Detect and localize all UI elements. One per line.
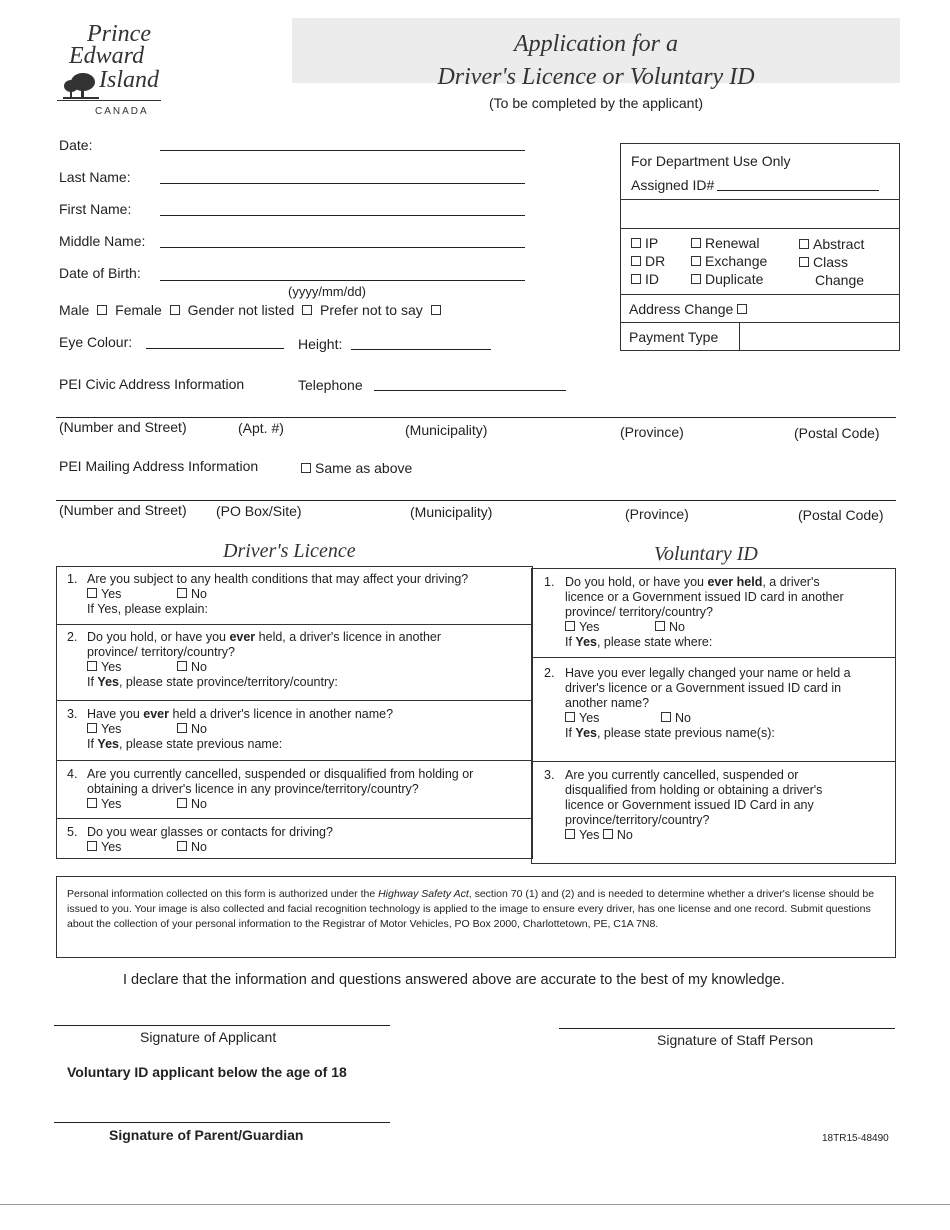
- prefer-not-checkbox[interactable]: [431, 305, 441, 315]
- divider: [621, 322, 899, 323]
- height-field[interactable]: [351, 349, 491, 350]
- exchange-checkbox: [691, 256, 701, 266]
- option-duplicate: Duplicate: [691, 271, 763, 287]
- explain-prompt: If Yes, please state previous name:: [87, 737, 283, 751]
- no-checkbox[interactable]: [603, 829, 613, 839]
- height-label: Height:: [298, 336, 343, 352]
- divider: [621, 228, 899, 229]
- option-ip: IP: [631, 235, 658, 251]
- tree-icon: [61, 72, 101, 100]
- no-checkbox[interactable]: [177, 798, 187, 808]
- explain-prompt: If Yes, please state province/territory/country:: [87, 675, 338, 689]
- voluntary-id-heading: Voluntary ID: [654, 543, 758, 565]
- prefer-not-label: Prefer not to say: [320, 302, 423, 318]
- declaration-text: I declare that the information and questions answered above are accurate to the best of my knowledge.: [123, 972, 785, 988]
- question-text-cont: driver's licence or a Government issued ID card in: [565, 681, 842, 695]
- no-checkbox[interactable]: [661, 712, 671, 722]
- question-text-cont: province/territory/country?: [565, 813, 710, 827]
- minor-applicant-note: Voluntary ID applicant below the age of 18: [67, 1064, 347, 1080]
- id-checkbox: [631, 274, 641, 284]
- question-text: Have you ever legally changed your name or held a: [565, 666, 851, 680]
- gender-not-listed-checkbox[interactable]: [302, 305, 312, 315]
- form-title-line1: Application for a: [514, 31, 678, 57]
- date-label: Date:: [59, 137, 93, 153]
- no-checkbox[interactable]: [655, 621, 665, 631]
- same-as-above-checkbox[interactable]: [301, 463, 311, 473]
- mailing-address-line[interactable]: [56, 500, 896, 501]
- last-name-field[interactable]: [160, 183, 525, 184]
- yes-no-row: Yes No: [87, 722, 393, 737]
- question-text: Do you hold, or have you ever held, a driver's licence in another: [87, 630, 442, 644]
- applicant-signature-label: Signature of Applicant: [140, 1029, 277, 1045]
- civic-number-street-label: (Number and Street): [59, 419, 187, 435]
- option-exchange: Exchange: [691, 253, 767, 269]
- mailing-municipality-label: (Municipality): [410, 504, 493, 520]
- mailing-province-label: (Province): [625, 506, 689, 522]
- yes-checkbox[interactable]: [87, 723, 97, 733]
- option-dr: DR: [631, 253, 665, 269]
- civic-province-label: (Province): [620, 424, 684, 440]
- class-change-checkbox: [799, 257, 809, 267]
- eye-colour-field[interactable]: [146, 348, 284, 349]
- last-name-label: Last Name:: [59, 169, 131, 185]
- question-text-cont: obtaining a driver's licence in any province/territory/country?: [87, 782, 419, 796]
- assigned-id-field: [717, 190, 879, 191]
- duplicate-checkbox: [691, 274, 701, 284]
- question-text: Are you currently cancelled, suspended or: [565, 768, 799, 782]
- question-number: 4.: [67, 767, 78, 781]
- question-number: 5.: [67, 825, 78, 839]
- dl-question-4: [57, 761, 532, 819]
- yes-no-row: Yes No: [565, 620, 844, 635]
- parent-signature-line[interactable]: [54, 1122, 390, 1123]
- question-text-cont: licence or a Government issued ID card in another: [565, 590, 844, 604]
- abstract-checkbox: [799, 239, 809, 249]
- question-text-cont: another name?: [565, 696, 650, 710]
- yes-checkbox[interactable]: [87, 798, 97, 808]
- female-checkbox[interactable]: [170, 305, 180, 315]
- telephone-field[interactable]: [374, 390, 566, 391]
- form-title-line2: Driver's Licence or Voluntary ID: [437, 64, 755, 90]
- yes-no-row: Yes No: [87, 840, 333, 855]
- renewal-checkbox: [691, 238, 701, 248]
- drivers-licence-questions: [56, 566, 533, 859]
- question-text: Are you subject to any health conditions that may affect your driving?: [87, 572, 469, 586]
- male-label: Male: [59, 302, 90, 318]
- middle-name-label: Middle Name:: [59, 233, 146, 249]
- yes-checkbox[interactable]: [565, 829, 575, 839]
- address-change-option: Address Change: [629, 301, 751, 317]
- divider: [621, 199, 899, 200]
- mailing-po-box-label: (PO Box/Site): [216, 503, 302, 519]
- middle-name-field[interactable]: [160, 247, 525, 248]
- yes-checkbox[interactable]: [87, 588, 97, 598]
- logo-country: CANADA: [95, 106, 149, 117]
- date-field[interactable]: [160, 150, 525, 151]
- civic-address-line[interactable]: [56, 417, 896, 418]
- form-code: 18TR15-48490: [822, 1133, 889, 1144]
- female-label: Female: [115, 302, 162, 318]
- question-text-cont: disqualified from holding or obtaining a driver's: [565, 783, 823, 797]
- dl-question-2: [57, 625, 532, 701]
- explain-prompt: If Yes, please state where:: [565, 635, 713, 649]
- class-change-line2: Change: [815, 272, 865, 288]
- question-text: Have you ever held a driver's licence in another name?: [87, 707, 394, 721]
- payment-type-divider: [739, 322, 740, 350]
- voluntary-id-questions: [531, 568, 896, 864]
- vid-question-2: [532, 658, 895, 762]
- no-checkbox[interactable]: [177, 661, 187, 671]
- staff-signature-line[interactable]: [559, 1028, 895, 1029]
- question-text-cont: province/ territory/country?: [565, 605, 713, 619]
- logo-word-island: Island: [99, 67, 159, 93]
- dr-checkbox: [631, 256, 641, 266]
- ip-checkbox: [631, 238, 641, 248]
- dob-label: Date of Birth:: [59, 265, 141, 281]
- question-number: 3.: [544, 768, 555, 782]
- question-number: 2.: [67, 630, 78, 644]
- logo-underline: [57, 100, 161, 101]
- mailing-postal-label: (Postal Code): [798, 507, 884, 523]
- option-class-change: Class: [799, 254, 848, 270]
- option-abstract: Abstract: [799, 236, 864, 252]
- department-heading: For Department Use Only: [631, 153, 791, 169]
- address-change-checkbox: [737, 304, 747, 314]
- question-text: Are you currently cancelled, suspended or disqualified from holding or: [87, 767, 474, 781]
- gender-not-listed-label: Gender not listed: [187, 302, 295, 318]
- dl-question-1: [57, 567, 532, 625]
- pei-logo: [55, 20, 190, 120]
- no-checkbox[interactable]: [177, 841, 187, 851]
- form-subtitle: (To be completed by the applicant): [488, 95, 703, 111]
- department-use-box: [620, 143, 900, 351]
- mailing-number-street-label: (Number and Street): [59, 502, 187, 518]
- explain-prompt: If Yes, please state previous name(s):: [565, 726, 775, 740]
- telephone-label: Telephone: [298, 377, 363, 393]
- payment-type-label: Payment Type: [629, 329, 719, 345]
- yes-checkbox[interactable]: [87, 841, 97, 851]
- civic-municipality-label: (Municipality): [405, 422, 488, 438]
- assigned-id-label: Assigned ID#: [631, 177, 715, 193]
- dl-question-3: [57, 701, 532, 761]
- explain-prompt: If Yes, please explain:: [87, 602, 208, 616]
- question-number: 1.: [67, 572, 78, 586]
- divider: [621, 294, 899, 295]
- drivers-licence-heading: Driver's Licence: [223, 540, 356, 562]
- same-as-above-option: Same as above: [301, 460, 412, 476]
- yes-no-row: Yes No: [87, 797, 473, 812]
- question-number: 3.: [67, 707, 78, 721]
- question-text-cont: province/ territory/country?: [87, 645, 235, 659]
- vid-question-3: [532, 762, 895, 864]
- no-checkbox[interactable]: [177, 588, 187, 598]
- question-number: 2.: [544, 666, 555, 680]
- parent-signature-label: Signature of Parent/Guardian: [109, 1127, 304, 1143]
- privacy-notice-text: Personal information collected on this form is authorized under the Highway Safety Act, section 70 (1) and (2) and is needed to determine whether a driver's license should be issued to you. Your image is also collected and facial recognition technology is applied to the image to ensure every driver, has one license and one record. Submit questions about the collection of your personal information to the Registrar of Motor Vehicles, PO Box 2000, Charlottetown, PE, C1A 7N8.: [67, 888, 875, 930]
- yes-no-row: Yes No: [565, 828, 822, 843]
- question-text-cont: licence or Government issued ID Card in any: [565, 798, 814, 812]
- first-name-label: First Name:: [59, 201, 132, 217]
- staff-signature-label: Signature of Staff Person: [657, 1032, 814, 1048]
- dob-format-hint: (yyyy/mm/dd): [288, 284, 366, 299]
- yes-checkbox[interactable]: [87, 661, 97, 671]
- vid-question-1: [532, 569, 895, 658]
- eye-colour-label: Eye Colour:: [59, 334, 133, 350]
- yes-no-row: Yes No: [87, 587, 468, 602]
- no-checkbox[interactable]: [177, 723, 187, 733]
- logo-word-prince: Prince: [87, 21, 151, 47]
- civic-postal-label: (Postal Code): [794, 425, 880, 441]
- civic-heading: PEI Civic Address Information: [59, 376, 245, 392]
- yes-checkbox[interactable]: [565, 712, 575, 722]
- applicant-signature-line[interactable]: [54, 1025, 390, 1026]
- privacy-notice-box: [56, 876, 896, 958]
- gender-row: [59, 302, 445, 318]
- logo-word-edward: Edward: [69, 43, 145, 69]
- dl-question-5: [57, 819, 532, 859]
- male-checkbox[interactable]: [97, 305, 107, 315]
- dob-field[interactable]: [160, 280, 525, 281]
- mailing-heading: PEI Mailing Address Information: [59, 458, 259, 474]
- yes-no-row: Yes No: [87, 660, 441, 675]
- question-text: Do you hold, or have you ever held, a driver's: [565, 575, 820, 589]
- option-id: ID: [631, 271, 659, 287]
- civic-apt-label: (Apt. #): [238, 420, 284, 436]
- first-name-field[interactable]: [160, 215, 525, 216]
- question-text: Do you wear glasses or contacts for driving?: [87, 825, 333, 839]
- question-number: 1.: [544, 575, 555, 589]
- yes-checkbox[interactable]: [565, 621, 575, 631]
- option-renewal: Renewal: [691, 235, 759, 251]
- yes-no-row: Yes No: [565, 711, 851, 726]
- page-bottom-edge: [0, 1204, 950, 1205]
